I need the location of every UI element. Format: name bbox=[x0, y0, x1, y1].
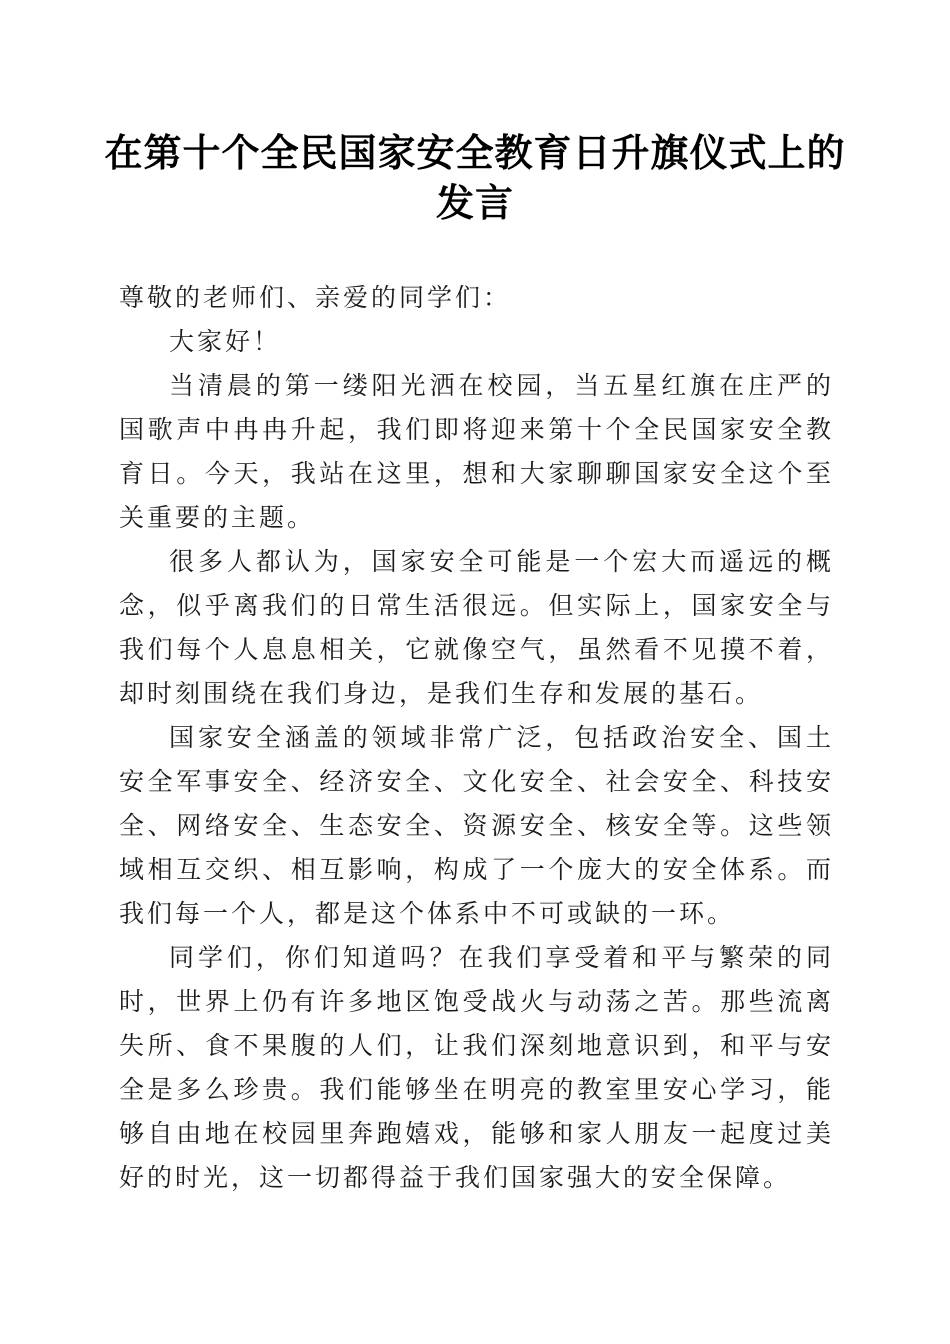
salutation: 尊敬的老师们、亲爱的同学们： bbox=[119, 283, 512, 312]
document-body bbox=[119, 276, 834, 1200]
paragraph-2: 很多人都认为，国家安全可能是一个宏大而遥远的概念，似乎离我们的日常生活很远。但实际上，国家安全与我们每个人息息相关，它就像空气，虽然看不见摸不着，却时刻围绕在我们身边，是我们生存和发展的基石。 bbox=[119, 547, 834, 708]
paragraph-4: 同学们，你们知道吗？在我们享受着和平与繁荣的同时，世界上仍有许多地区饱受战火与动荡之苦。那些流离失所、食不果腹的人们，让我们深刻地意识到，和平与安全是多么珍贵。我们能够坐在明亮的教室里安心学习，能够自由地在校园里奔跑嬉戏，能够和家人朋友一起度过美好的时光，这一切都得益于我们国家强大的安全保障。 bbox=[119, 943, 834, 1192]
paragraph-1: 当清晨的第一缕阳光洒在校园，当五星红旗在庄严的国歌声中冉冉升起，我们即将迎来第十个全民国家安全教育日。今天，我站在这里，想和大家聊聊国家安全这个至关重要的主题。 bbox=[119, 371, 834, 532]
document-title: 在第十个全民国家安全教育日升旗仪式上的发言 bbox=[104, 130, 846, 225]
paragraph-greeting: 大家好！ bbox=[169, 327, 282, 356]
paragraph-3: 国家安全涵盖的领域非常广泛，包括政治安全、国土安全军事安全、经济安全、文化安全、社会安全、科技安全、网络安全、生态安全、资源安全、核安全等。这些领域相互交织、相互影响，构成了一个庞大的安全体系。而我们每一个人，都是这个体系中不可或缺的一环。 bbox=[119, 723, 834, 928]
